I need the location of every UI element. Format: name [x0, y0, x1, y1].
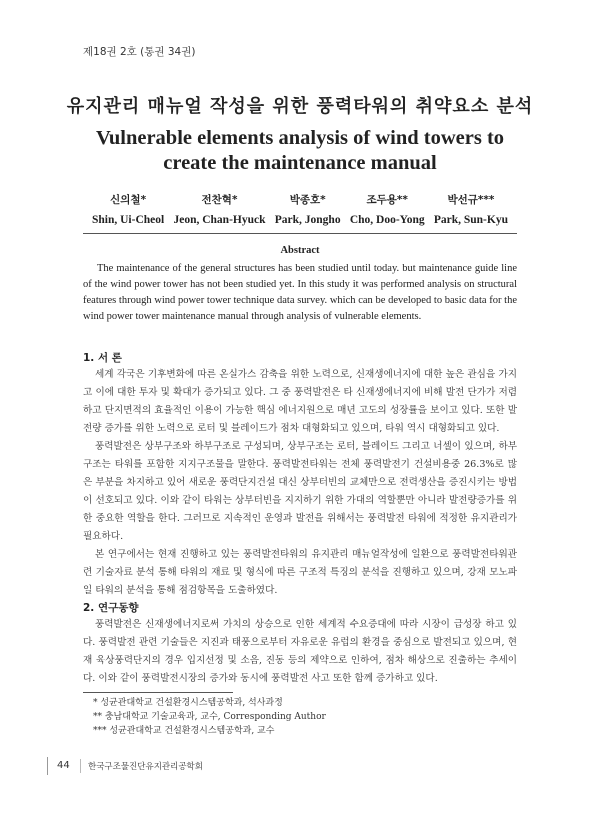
author-english-name: Shin, Ui-Cheol — [92, 214, 165, 226]
author-korean-name: 전찬혁* — [201, 194, 238, 206]
page-number: 44 — [57, 760, 70, 771]
author-list — [92, 190, 508, 230]
english-title: Vulnerable elements analysis of wind towers to create the maintenance manual — [95, 127, 505, 174]
paragraph: 세계 각국은 기후변화에 따른 온실가스 감축을 위한 노력으로, 신재생에너지에 대한 높은 관심을 가지고 이에 대한 투자 및 확대가 증가되고 있다. 그 중 풍력발전은 타 신재생에너지에 비해 발전 단가가 저렴하고 단지면적의 효율적인 이용이 가능한 핵심 에너지원으로 매년 고도의 성장률을 보이고 있다. 또한 발전량 증가를 위한 노력으로 로터 및 블레이드가 점차 대형화되고 있으며, 타워 역시 대형화되고 있다. — [83, 369, 517, 434]
author-3 — [275, 190, 341, 230]
paragraph: 본 연구에서는 현재 진행하고 있는 풍력발전타워의 유지관리 매뉴얼작성에 일환으로 풍력발전타워관련 기술자료 분석 통해 타워의 재료 및 형식에 따른 구조적 특징의 분석을 진행하고 있으며, 강재 모노파일 타워의 분석을 통해 점검항목을 도출하였다. — [83, 549, 517, 596]
footnote: ** 충남대학교 기술교육과, 교수, Corresponding Author — [93, 712, 326, 722]
author-korean-name: 신의철* — [110, 194, 147, 206]
author-english-name: Cho, Doo-Yong — [349, 214, 425, 226]
paragraph: 풍력발전은 상부구조와 하부구조로 구성되며, 상부구조는 로터, 블레이드 그리고 너셀이 있으며, 하부구조는 타워를 포함한 지지구조물을 말한다. 풍력발전타워는 전체 풍력발전기 건설비용중 26.3%로 많은 부분을 차지하고 있어 새로운 풍력단지건설 대신 상부터빈의 교체만으로 전력생산을 증진시키는 방법이 선호되고 있다. 이와 같이 타워는 상부터빈을 지지하기 위한 가대의 역할뿐만 아니라 발전량증가를 위한 중요한 역할을 한다. 그러므로 지속적인 운영과 발전을 위해서는 풍력발전 타워에 적정한 유지관리가 필요하다. — [83, 441, 517, 542]
section-1-body — [83, 366, 517, 600]
author-4 — [350, 190, 425, 230]
footnote: * 성균관대학교 건설환경시스템공학과, 석사과정 — [93, 698, 283, 708]
author-english-name: Jeon, Chan-Hyuck — [173, 214, 266, 226]
footer-bar — [47, 757, 48, 775]
abstract-text: The maintenance of the general structures has been studied until today. but maintenance guide line of the wind power tower has not been studied yet. In this study it was performed analysis on structural features through wind power tower technique data survey. which can be developed to basic data for the wind power tower maintenance manual through analysis of vulnerable elements. — [83, 263, 517, 322]
author-korean-name: 조두용** — [366, 194, 408, 206]
issue-info: 제18권 2호 (통권 34권) — [83, 46, 196, 58]
author-korean-name: 박종호* — [289, 194, 326, 206]
footnote: *** 성균관대학교 건설환경시스템공학과, 교수 — [93, 726, 275, 736]
korean-title: 유지관리 매뉴얼 작성을 위한 풍력타워의 취약요소 분석 — [66, 96, 534, 117]
footnotes — [93, 696, 326, 738]
author-english-name: Park, Sun-Kyu — [433, 214, 508, 226]
section-2-body — [83, 616, 517, 688]
section-1-heading: 1. 서 론 — [83, 352, 122, 364]
paragraph: 풍력발전은 신재생에너지로써 가치의 상승으로 인한 세계적 수요증대에 따라 시장이 급성장 하고 있다. 풍력발전 관련 기술들은 지진과 태풍으로부터 자유로운 유럽의 환경을 중심으로 발전되고 있으며, 현재 육상풍력단지의 경우 입지선정 및 소음, 진동 등의 제약으로 인하여, 점차 해상으로 진출하는 추세이다. 이와 같이 풍력발전시장의 증가와 동시에 풍력발전 사고 또한 함께 증가하고 있다. — [83, 619, 517, 684]
footnote-divider — [83, 692, 233, 693]
author-korean-name: 박선규*** — [447, 194, 495, 206]
author-5 — [434, 190, 508, 230]
abstract-heading: Abstract — [280, 245, 320, 256]
title-divider — [83, 233, 517, 234]
author-1 — [92, 190, 164, 230]
author-2 — [173, 190, 265, 230]
section-2-heading: 2. 연구동향 — [83, 602, 139, 614]
author-english-name: Park, Jongho — [274, 214, 341, 226]
footer-separator — [80, 759, 81, 773]
journal-name: 한국구조물진단유지관리공학회 — [88, 762, 203, 772]
